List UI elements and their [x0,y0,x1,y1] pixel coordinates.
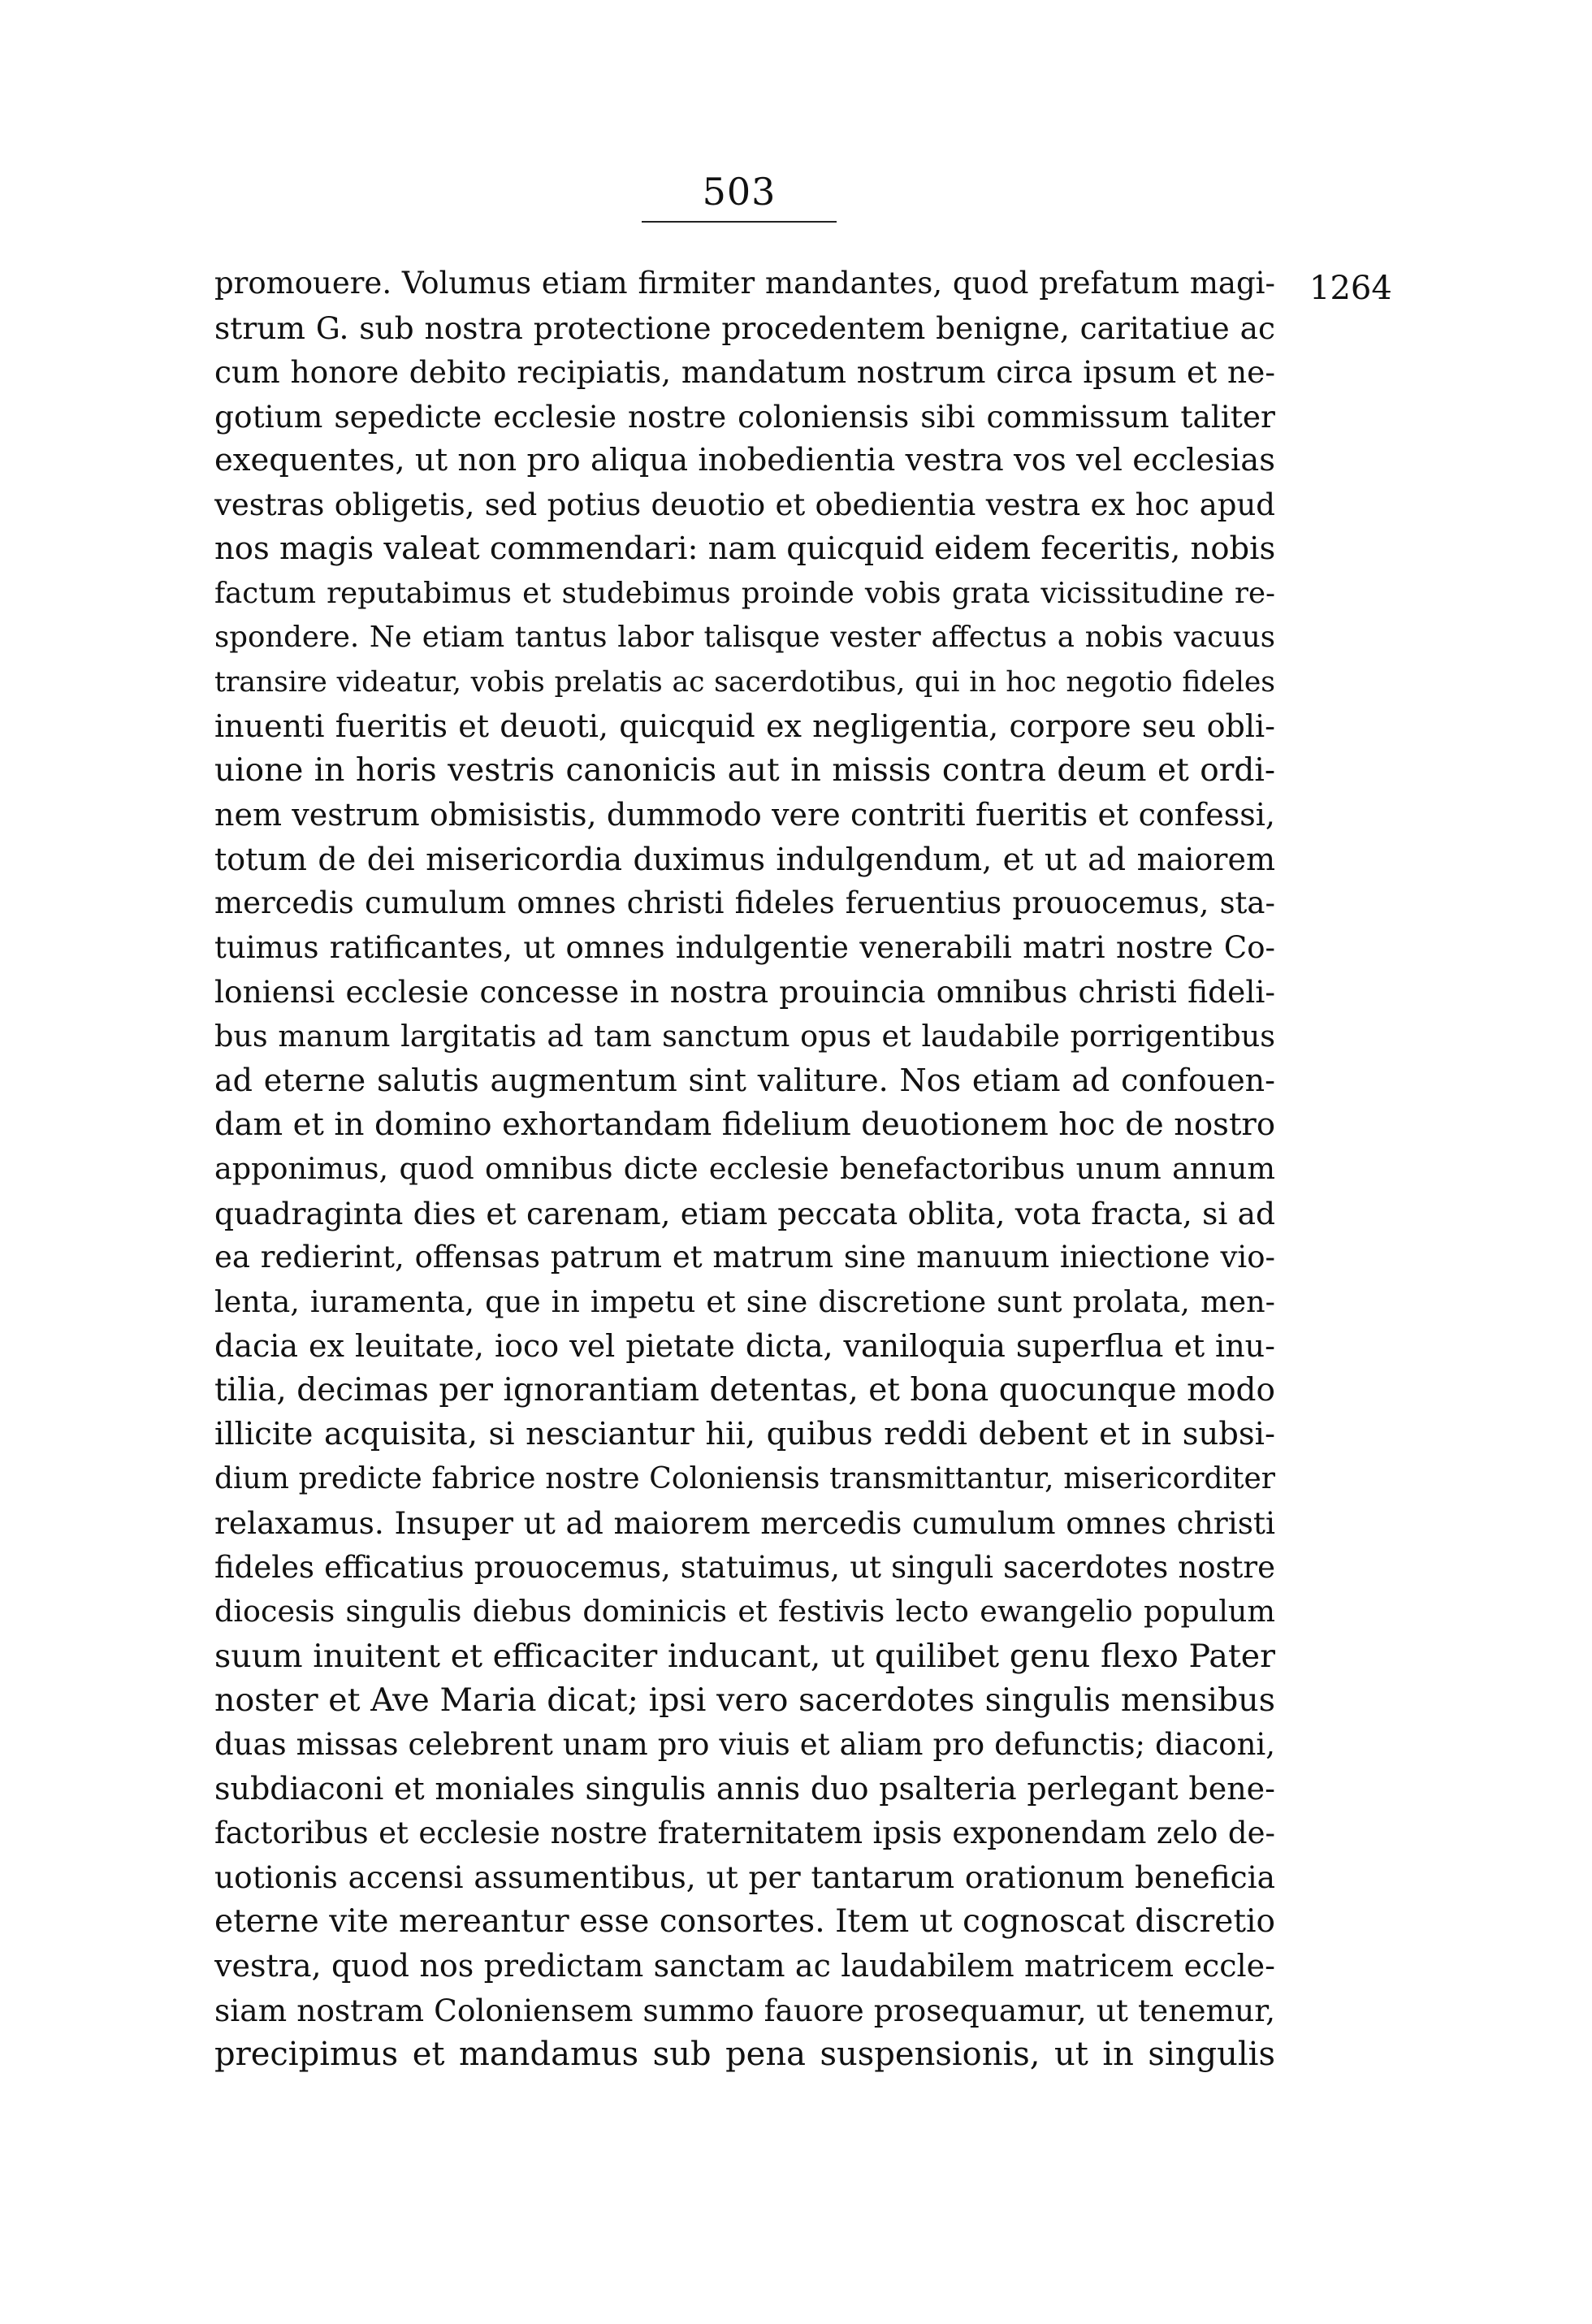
text-line: suum inuitent et efficaciter inducant, ut quilibet genu flexo Pater [214,1637,1275,1675]
text-line: uione in horis vestris canonicis aut in missis contra deum et ordi- [214,751,1275,789]
text-line: mercedis cumulum omnes christi fideles feruentius prouocemus, sta- [214,885,1275,920]
text-line: bus manum largitatis ad tam sanctum opus et laudabile porrigentibus [214,1018,1275,1054]
text-line: lenta, iuramenta, que in impetu et sine discretione sunt prolata, men- [214,1283,1275,1319]
text-line: relaxamus. Insuper ut ad maiorem mercedis cumulum omnes christi [214,1505,1275,1541]
text-line: dium predicte fabrice nostre Coloniensis transmittantur, misericorditer [214,1461,1275,1495]
text-line: loniensi ecclesie concesse in nostra prouincia omnibus christi fideli- [214,974,1275,1010]
text-line: ad eterne salutis augmentum sint valiture. Nos etiam ad confouen- [214,1062,1275,1098]
text-line: tuimus ratificantes, ut omnes indulgentie venerabili matri nostre Co- [214,929,1275,965]
page-number: 503 [702,170,777,214]
text-line: gotium sepedicte ecclesie nostre coloniensis sibi commissum taliter [214,398,1275,435]
text-line: exequentes, ut non pro aliqua inobedientia vestra vos vel ecclesias [214,442,1275,478]
text-line: duas missas celebrent unam pro viuis et aliam pro defunctis; diaconi, [214,1726,1275,1762]
text-line: transire videatur, vobis prelatis ac sacerdotibus, qui in hoc negotio fideles [214,665,1275,699]
text-line: dacia ex leuitate, ioco vel pietate dicta, vaniloquia superflua et inu- [214,1328,1275,1364]
text-line: nem vestrum obmisistis, dummodo vere contriti fueritis et confessi, [214,797,1275,833]
margin-year: 1264 [1309,270,1392,307]
text-line: illicite acquisita, si nesciantur hii, quibus reddi debent et in subsi- [214,1416,1275,1452]
text-line: subdiaconi et moniales singulis annis duo psalteria perlegant bene- [214,1771,1275,1807]
text-line: tilia, decimas per ignorantiam detentas, et bona quocunque modo [214,1371,1275,1409]
text-line: dam et in domino exhortandam fidelium deuotionem hoc de nostro [214,1106,1275,1143]
text-line: factum reputabimus et studebimus proinde vobis grata vicissitudine re- [214,576,1275,610]
text-line: nos magis valeat commendari: nam quicquid eidem feceritis, nobis [214,530,1275,567]
text-line: apponimus, quod omnibus dicte ecclesie benefactoribus unum annum [214,1151,1275,1186]
text-line: cum honore debito recipiatis, mandatum nostrum circa ipsum et ne- [214,354,1275,390]
text-line: strum G. sub nostra protectione procedentem benigne, caritatiue ac [214,309,1275,346]
text-line: factoribus et ecclesie nostre fraternitatem ipsis exponendam zelo de- [214,1815,1275,1850]
text-line: siam nostram Coloniensem summo fauore prosequamur, ut tenemur, [214,1992,1275,2028]
text-line: diocesis singulis diebus dominicis et festivis lecto ewangelio populum [214,1594,1275,1629]
text-line: precipimus et mandamus sub pena suspensionis, ut in singulis [214,2036,1275,2073]
text-line: totum de dei misericordia duximus indulgendum, et ut ad maiorem [214,841,1275,877]
text-line: spondere. Ne etiam tantus labor talisque vester affectus a nobis vacuus [214,621,1275,654]
text-line: vestra, quod nos predictam sanctam ac laudabilem matricem eccle- [214,1948,1275,1984]
text-line: ea redierint, offensas patrum et matrum sine manuum iniectione vio- [214,1240,1275,1275]
text-line: eterne vite mereantur esse consortes. Item ut cognoscat discretio [214,1902,1275,1940]
text-line: uotionis accensi assumentibus, ut per tantarum orationum beneficia [214,1859,1275,1895]
body-text [214,262,1275,2077]
text-line: fideles efficatius prouocemus, statuimus, ut singuli sacerdotes nostre [214,1549,1275,1585]
text-line: quadraginta dies et carenam, etiam peccata oblita, vota fracta, si ad [214,1195,1275,1231]
text-line: noster et Ave Maria dicat; ipsi vero sacerdotes singulis mensibus [214,1681,1275,1719]
text-line: inuenti fueritis et deuoti, quicquid ex negligentia, corpore seu obli- [214,708,1275,744]
text-line: vestras obligetis, sed potius deuotio et obedientia vestra ex hoc apud [214,487,1275,522]
page-number-rule [642,221,837,223]
text-line: promouere. Volumus etiam firmiter mandantes, quod prefatum magi- [214,266,1275,301]
